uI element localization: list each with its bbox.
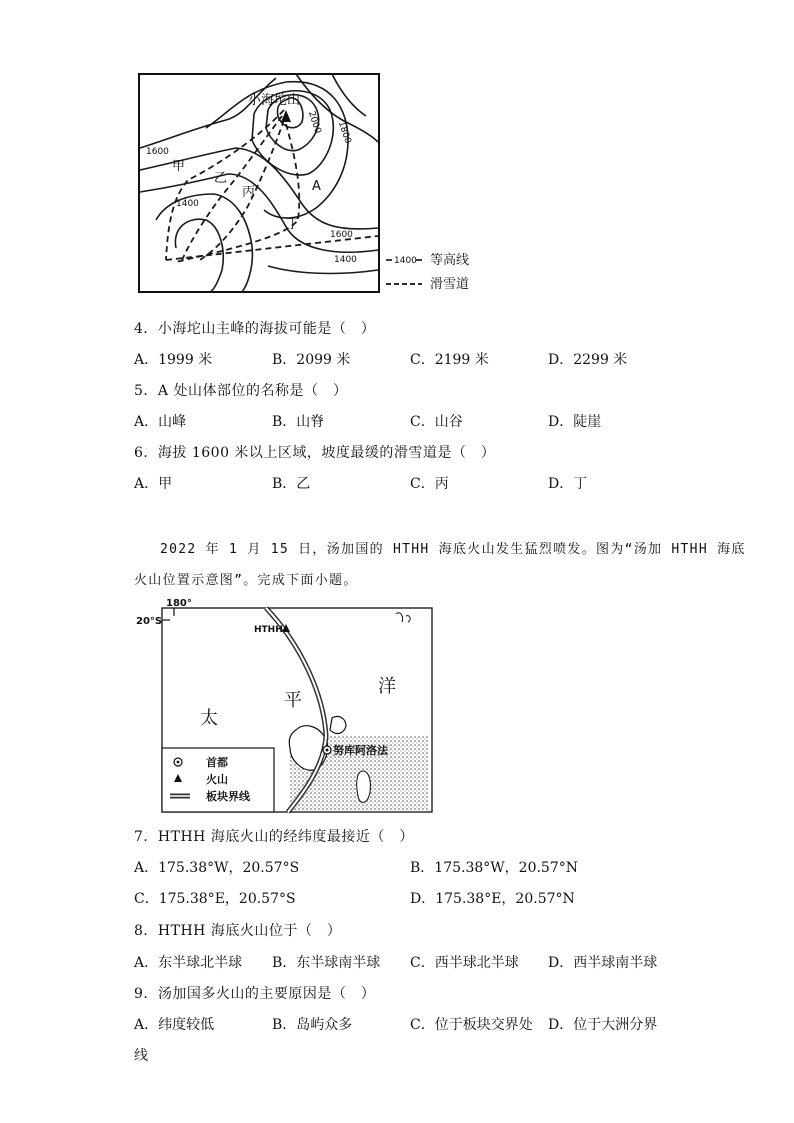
q7-option-d[interactable]: D．175.38°E，20.57°N	[410, 891, 575, 907]
question-6: 6．海拔 1600 米以上区域，坡度最缓的滑雪道是（ ）	[134, 445, 496, 461]
q9-option-c[interactable]: C．位于板块交界处	[410, 1017, 533, 1033]
island-south	[357, 771, 371, 802]
label-yi: 乙	[214, 171, 228, 186]
island-small	[330, 716, 346, 733]
contour-label-2000: 2000	[305, 110, 323, 135]
q6-option-c[interactable]: C．丙	[410, 476, 449, 492]
q5-option-a[interactable]: A．山峰	[134, 414, 187, 430]
q9-option-b[interactable]: B．岛屿众多	[272, 1017, 353, 1033]
q9-option-a[interactable]: A．纬度较低	[134, 1017, 215, 1033]
question-4: 4．小海坨山主峰的海拔可能是（ ）	[134, 321, 376, 337]
contour-label-1600-left: 1600	[146, 147, 169, 157]
q7-option-b[interactable]: B．175.38°W，20.57°N	[410, 860, 578, 876]
contour-line	[332, 74, 366, 116]
intro-line-1: 2022 年 1 月 15 日，汤加国的 HTHH 海底火山发生猛烈喷发。图为“汤加 HTHH 海底	[160, 542, 746, 557]
question-7: 7．HTHH 海底火山的经纬度最接近（ ）	[134, 829, 414, 845]
intro-line-2: 火山位置示意图”。完成下面小题。	[134, 573, 358, 588]
q4-option-c[interactable]: C．2199 米	[410, 352, 489, 368]
legend-trail-label: 滑雪道	[430, 277, 470, 292]
ocean-label-ping: 平	[284, 690, 302, 711]
legend-capital-label: 首都	[206, 756, 228, 769]
q5-option-d[interactable]: D．陡崖	[548, 414, 602, 430]
contour-line	[268, 266, 378, 273]
q6-option-b[interactable]: B．乙	[272, 476, 311, 492]
legend-capital-dot	[177, 761, 180, 764]
contour-label-1800: 1800	[335, 120, 353, 145]
lat-20s-label: 20°S	[136, 616, 163, 627]
lon-180-label: 180°	[166, 598, 192, 609]
q9-option-d-wrap: 线	[134, 1048, 148, 1064]
q4-option-d[interactable]: D．2299 米	[548, 352, 628, 368]
volcano-label: HTHH	[254, 625, 283, 635]
question-9: 9．汤加国多火山的主要原因是（ ）	[134, 986, 376, 1002]
contour-label-1600-right: 1600	[330, 230, 353, 240]
q5-option-c[interactable]: C．山谷	[410, 414, 463, 430]
q8-option-b[interactable]: B．东半球南半球	[272, 955, 381, 971]
q5-option-b[interactable]: B．山脊	[272, 414, 325, 430]
legend-volcano-label: 火山	[206, 773, 228, 786]
label-ding: 丁	[286, 217, 300, 232]
ski-trail-ding	[176, 124, 299, 262]
q7-option-a[interactable]: A．175.38°W，20.57°S	[134, 860, 300, 876]
legend-boundary-label: 板块界线	[206, 790, 250, 803]
q8-option-a[interactable]: A．东半球北半球	[134, 955, 243, 971]
contour-label-1400-left: 1400	[176, 199, 199, 209]
q4-option-a[interactable]: A．1999 米	[134, 352, 213, 368]
question-8: 8．HTHH 海底火山位于（ ）	[134, 923, 342, 939]
peak-name-label: 小海坨山	[248, 93, 301, 108]
contour-label-1400-right: 1400	[334, 255, 357, 265]
contour-line	[156, 194, 252, 292]
q8-option-d[interactable]: D．西半球南半球	[548, 955, 658, 971]
question-5: 5．A 处山体部位的名称是（ ）	[134, 383, 348, 399]
capital-label: 努库阿洛法	[333, 744, 388, 757]
q6-option-a[interactable]: A．甲	[134, 476, 173, 492]
topographic-map	[136, 70, 486, 302]
q7-option-c[interactable]: C．175.38°E，20.57°S	[134, 891, 296, 907]
legend-contour-label: 等高线	[430, 253, 470, 268]
legend-contour-sample: 1400	[394, 256, 417, 266]
ocean-label-tai: 太	[200, 708, 218, 729]
label-jia: 甲	[172, 159, 186, 174]
q4-option-b[interactable]: B．2099 米	[272, 352, 351, 368]
q9-option-d[interactable]: D．位于大洲分界	[548, 1017, 658, 1033]
capital-icon-inner	[326, 749, 329, 752]
label-bing: 丙	[242, 185, 256, 200]
contour-line	[140, 78, 276, 148]
q6-option-d[interactable]: D．丁	[548, 476, 588, 492]
label-a: A	[312, 179, 321, 194]
q8-option-c[interactable]: C．西半球北半球	[410, 955, 519, 971]
ocean-label-yang: 洋	[378, 676, 396, 697]
tonga-volcano-map	[134, 596, 436, 816]
